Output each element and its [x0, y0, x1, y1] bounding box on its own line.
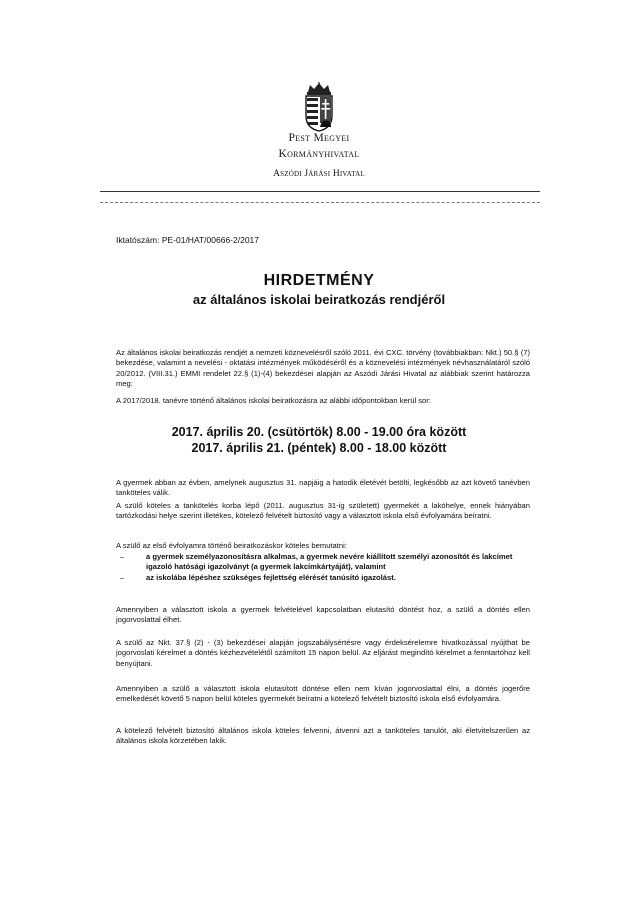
schedule-intro-paragraph: A 2017/2018. tanévre történő általános iskolai beiratkozásra az alábbi időpontokban kerül sor: — [116, 396, 431, 405]
required-document-2: az iskolába lépéshez szükséges fejlettség elérését tanúsító igazolást. — [146, 572, 396, 582]
school-age-paragraph: A gyermek abban az évben, amelynek augusztus 31. napjáig a hatodik életévét betölti, legkésőbb az azt követő tanévben tanköteles válik. — [116, 478, 530, 498]
document-subtitle: az általános iskolai beiratkozás rendjéről — [192, 292, 446, 307]
enrollment-date-2: 2017. április 21. (péntek) 8.00 - 18.00 között — [191, 441, 447, 455]
coat-of-arms-icon — [296, 82, 342, 132]
closing-paragraph: A kötelező felvételt biztosító általános iskola köteles felvenni, átvenni azt a tanköteles tanulót, aki életvitelszerűen az általános iskola körzetében lakik. — [116, 726, 530, 746]
dash-bullet-icon: – — [120, 552, 125, 561]
no-appeal-paragraph: Amennyiben a szülő a választott iskola elutasított döntése ellen nem kíván jogorvoslattal élni, a döntés jogerőre emelkedését követő 5 napon belül köteles gyermekét beíratni a kötelező felvételt biztosító iskola első évfolyamára. — [116, 684, 530, 704]
header-divider-dashed — [100, 202, 540, 203]
office-name-line3: Aszódi Járási Hivatal — [273, 169, 365, 179]
dash-bullet-icon: – — [120, 572, 125, 582]
office-name-line2: Kormányhivatal — [278, 148, 360, 160]
documents-intro-paragraph: A szülő az első évfolyamra történő beiratkozáskor köteles bemutatni: — [116, 541, 347, 550]
enrollment-date-1: 2017. április 20. (csütörtök) 8.00 - 19.00 óra között — [171, 425, 467, 439]
office-name-line1: Pest Megyei — [288, 132, 350, 144]
required-document-1: a gyermek személyazonosításra alkalmas, a gyermek nevére kiállított személyi azonosítót és lakcímet igazoló hatósági igazolványt (a gyermek lakcímkártyáját), valamint — [146, 552, 513, 572]
rejection-paragraph: Amennyiben a választott iskola a gyermek felvételével kapcsolatban elutasító döntést hoz, a szülő a döntés ellen jogorvoslattal élhet. — [116, 605, 530, 625]
required-documents-list — [116, 552, 536, 583]
intro-paragraph: Az általános iskolai beiratkozás rendjét a nemzeti köznevelésről szóló 2011. évi CXC. törvény (továbbiakban: Nkt.) 50.§ (7) bekezdése, valamint a nevelési - oktatási intézmények működéséről és a köznevelési intézmények névhasználatáról szóló 20/2012. (VIII.31.) EMMI rendelet 22.§ (1)-(4) bekezdései alapján az Aszódi Járási Hivatal az alábbiak szerint határozza meg: — [116, 348, 530, 388]
list-item — [116, 573, 536, 583]
header-divider — [100, 191, 540, 192]
document-title: HIRDETMÉNY — [263, 272, 375, 289]
appeal-paragraph: A szülő az Nkt. 37.§ (2) - (3) bekezdései alapján jogszabálysértésre vagy érdeksérelemre hivatkozással nyújthat be jogorvoslati kérelmet a döntés kézhezvételétől számított 15 napon belül. Az eljárást megindító kérelmet a fenntartóhoz kell benyújtani. — [116, 638, 530, 668]
obligation-paragraph: A szülő köteles a tankötelés korba lépő (2011. augusztus 31-ig született) gyermekét a lakóhelye, ennek hiányában tartózkodási helye szerint illetékes, kötelező felvételt biztosító vagy a választott iskola első évfolyamára beíratni. — [116, 501, 530, 521]
list-item — [116, 552, 536, 573]
reference-number: Iktatószám: PE-01/HAT/00666-2/2017 — [116, 235, 260, 245]
